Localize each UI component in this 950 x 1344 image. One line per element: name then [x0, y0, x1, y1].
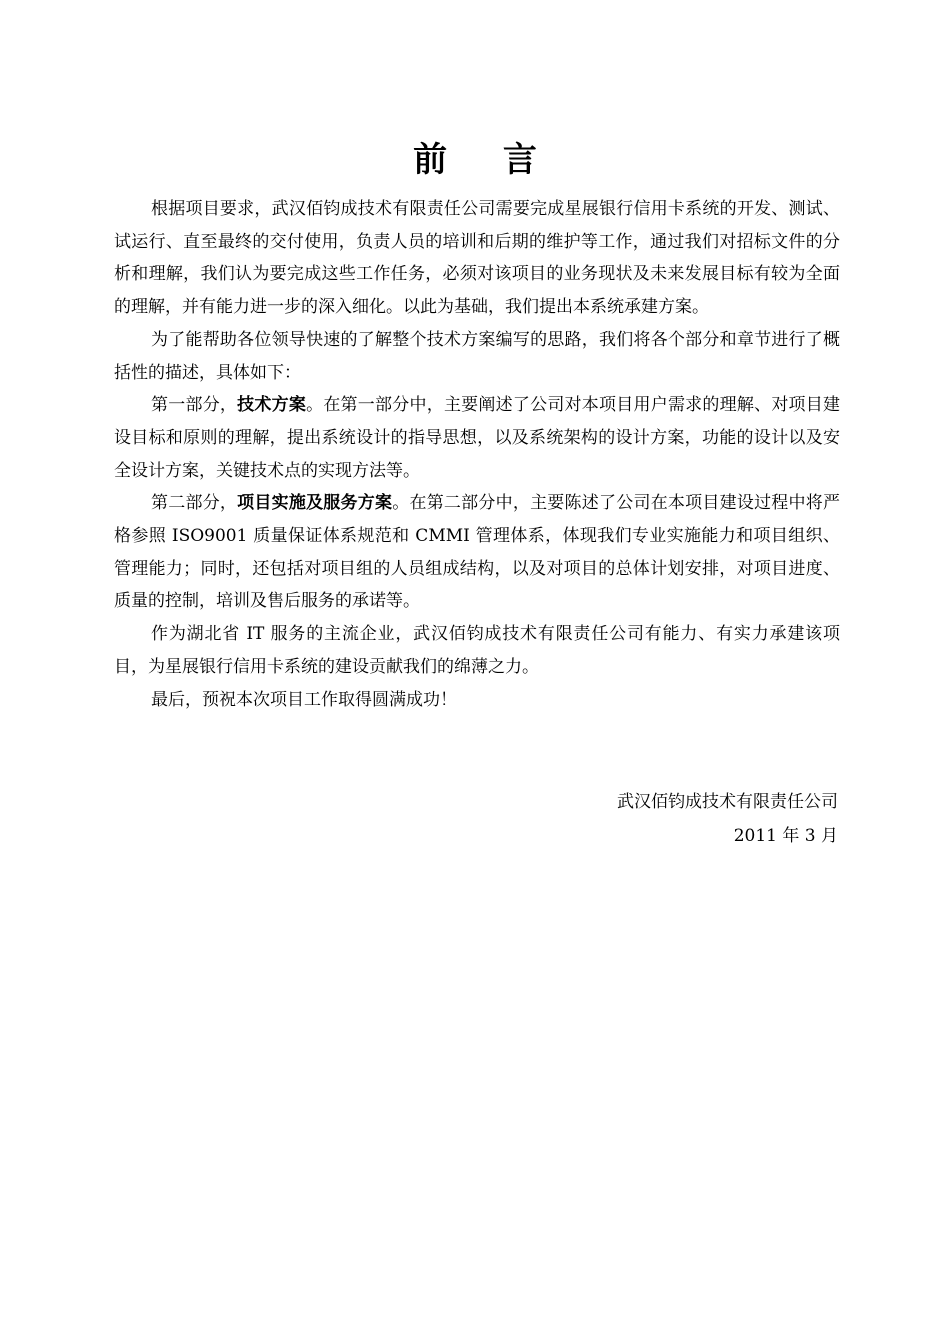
paragraph-capability: 作为湖北省 IT 服务的主流企业，武汉佰钧成技术有限责任公司有能力、有实力承建该项目，为星展银行信用卡系统的建设贡献我们的绵薄之力。 [114, 624, 840, 677]
signature-date: 2011 年 3 月 [733, 826, 838, 846]
preface-body [114, 193, 840, 716]
signature-block [114, 785, 838, 853]
paragraph-part-one [114, 389, 840, 487]
paragraph-closing: 最后，预祝本次项目工作取得圆满成功！ [151, 689, 457, 710]
part-one-text: 。在第一部分中，主要阐述了公司对本项目用户需求的理解、对项目建设目标和原则的理解，提出系统设计的指导思想，以及系统架构的设计方案，功能的设计以及安全设计方案，关键技术点的实现方法等。 [114, 395, 841, 481]
part-two-text: 。在第二部分中，主要陈述了公司在本项目建设过程中将严格参照 ISO9001 质量保证体系规范和 CMMI 管理体系，体现我们专业实施能力和项目组织、管理能力；同时，还包括对项目组的人员组成结构，以及对项目的总体计划安排，对项目进度、质量的控制，培训及售后服务的承诺等。 [114, 493, 841, 612]
part-two-heading: 项目实施及服务方案 [237, 493, 393, 514]
paragraph-intro: 根据项目要求，武汉佰钧成技术有限责任公司需要完成星展银行信用卡系统的开发、测试、试运行、直至最终的交付使用，负责人员的培训和后期的维护等工作，通过我们对招标文件的分析和理解，我们认为要完成这些工作任务，必须对该项目的业务现状及未来发展目标有较为全面的理解，并有能力进一步的深入细化。以此为基础，我们提出本系统承建方案。 [114, 199, 840, 318]
part-one-lead: 第一部分， [151, 395, 238, 416]
paragraph-part-two [114, 487, 840, 618]
part-two-lead: 第二部分， [151, 493, 238, 514]
part-one-heading: 技术方案 [237, 395, 307, 416]
paragraph-overview: 为了能帮助各位领导快速的了解整个技术方案编写的思路，我们将各个部分和章节进行了概括性的描述，具体如下： [114, 329, 840, 383]
page-title: 前 言 [413, 140, 559, 180]
signature-company: 武汉佰钧成技术有限责任公司 [617, 792, 838, 812]
